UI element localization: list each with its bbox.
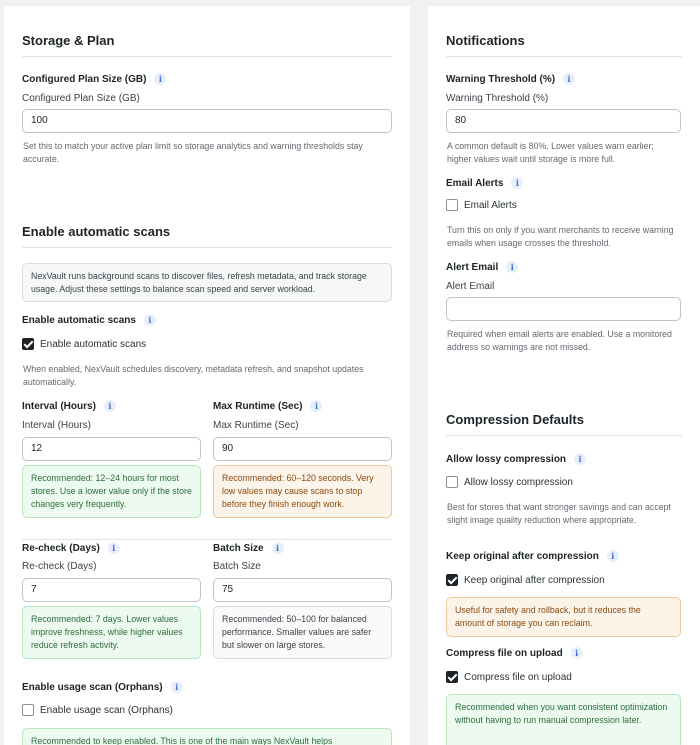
interval-input[interactable]: 12 (22, 437, 201, 461)
info-icon[interactable]: i (154, 73, 166, 85)
lossy-help: Best for stores that want stronger savings and can accept slight image quality reduction where appropriate. (447, 502, 671, 525)
checkbox-unchecked-icon[interactable] (446, 476, 458, 488)
divider (22, 247, 392, 248)
info-icon[interactable]: i (144, 314, 156, 326)
compression-section-title: Compression Defaults (446, 412, 584, 427)
info-icon[interactable]: i (574, 453, 586, 465)
plan-size-sublabel: Configured Plan Size (GB) (22, 93, 140, 104)
recheck-input[interactable]: 7 (22, 578, 201, 602)
divider (446, 435, 682, 436)
email-alerts-checkbox-row[interactable]: Email Alerts (446, 199, 517, 211)
threshold-input[interactable]: 80 (446, 109, 681, 133)
threshold-sublabel: Warning Threshold (%) (446, 93, 549, 104)
divider (22, 539, 392, 540)
plan-size-help: Set this to match your active plan limit so storage analytics and warning thresholds stay accurate. (23, 141, 363, 164)
lossy-checkbox-row[interactable]: Allow lossy compression (446, 476, 573, 488)
batch-input[interactable]: 75 (213, 578, 392, 602)
auto-scans-checkbox-row[interactable]: Enable automatic scans (22, 338, 146, 350)
runtime-label: Max Runtime (Sec) i (213, 400, 322, 412)
checkbox-checked-icon[interactable] (446, 671, 458, 683)
info-icon[interactable]: i (511, 177, 523, 189)
info-icon[interactable]: i (272, 542, 284, 554)
left-settings-panel (4, 6, 410, 745)
interval-label: Interval (Hours) i (22, 400, 116, 412)
alert-email-sublabel: Alert Email (446, 281, 495, 292)
email-alerts-label: Email Alerts i (446, 177, 523, 189)
keep-original-label: Keep original after compression i (446, 550, 619, 562)
info-icon[interactable]: i (108, 542, 120, 554)
email-alerts-help: Turn this on only if you want merchants to receive warning emails when usage crosses the threshold. (447, 225, 674, 248)
storage-section-title: Storage & Plan (22, 33, 115, 48)
upload-compress-label: Compress file on upload i (446, 647, 583, 659)
runtime-input[interactable]: 90 (213, 437, 392, 461)
plan-size-label: Configured Plan Size (GB) i (22, 73, 166, 85)
keep-original-checkbox-row[interactable]: Keep original after compression (446, 574, 605, 586)
batch-sublabel: Batch Size (213, 561, 261, 572)
batch-recommendation: Recommended: 50–100 for balanced performance. Smaller values are safer but slower on large stores. (213, 606, 392, 659)
notifications-section-title: Notifications (446, 33, 525, 48)
plan-size-input[interactable]: 100 (22, 109, 392, 133)
checkbox-checked-icon[interactable] (446, 574, 458, 586)
recheck-label: Re-check (Days) i (22, 542, 120, 554)
info-icon[interactable]: i (571, 647, 583, 659)
right-settings-panel (428, 6, 700, 745)
orphans-checkbox-row[interactable]: Enable usage scan (Orphans) (22, 704, 173, 716)
info-icon[interactable]: i (310, 400, 322, 412)
runtime-sublabel: Max Runtime (Sec) (213, 420, 299, 431)
alert-email-label: Alert Email i (446, 261, 518, 273)
scans-section-title: Enable automatic scans (22, 224, 171, 239)
checkbox-unchecked-icon[interactable] (22, 704, 34, 716)
upload-compress-recommendation: Recommended when you want consistent optimization without having to run manual compression later. (446, 694, 681, 745)
alert-email-help: Required when email alerts are enabled. Use a monitored address so warnings are not missed. (447, 329, 672, 352)
orphans-label: Enable usage scan (Orphans) i (22, 681, 183, 693)
keep-original-warning: Useful for safety and rollback, but it reduces the amount of storage you can reclaim. (446, 597, 681, 637)
auto-scans-help: When enabled, NexVault schedules discovery, metadata refresh, and snapshot updates automatically. (23, 364, 364, 387)
auto-scans-label: Enable automatic scans i (22, 314, 156, 326)
runtime-warning: Recommended: 60–120 seconds. Very low values may cause scans to stop before they finish enough work. (213, 465, 392, 518)
lossy-label: Allow lossy compression i (446, 453, 586, 465)
alert-email-input[interactable] (446, 297, 681, 321)
info-icon[interactable]: i (607, 550, 619, 562)
upload-compress-checkbox-row[interactable]: Compress file on upload (446, 671, 572, 683)
threshold-help: A common default is 80%. Lower values warn earlier; higher values wait until storage is more full. (447, 141, 654, 164)
scans-intro-box: NexVault runs background scans to discover files, refresh metadata, and track storage usage. Adjust these settings to balance scan speed and server workload. (22, 263, 392, 302)
threshold-label: Warning Threshold (%) i (446, 73, 575, 85)
checkbox-checked-icon[interactable] (22, 338, 34, 350)
divider (22, 56, 392, 57)
interval-recommendation: Recommended: 12–24 hours for most stores. Use a lower value only if the store changes very frequently. (22, 465, 201, 518)
info-icon[interactable]: i (506, 261, 518, 273)
batch-label: Batch Size i (213, 542, 284, 554)
info-icon[interactable]: i (171, 681, 183, 693)
divider (446, 56, 682, 57)
interval-sublabel: Interval (Hours) (22, 420, 91, 431)
info-icon[interactable]: i (563, 73, 575, 85)
recheck-sublabel: Re-check (Days) (22, 561, 97, 572)
info-icon[interactable]: i (104, 400, 116, 412)
recheck-recommendation: Recommended: 7 days. Lower values improve freshness, while higher values reduce refresh activity. (22, 606, 201, 659)
checkbox-unchecked-icon[interactable] (446, 199, 458, 211)
orphans-recommendation: Recommended to keep enabled. This is one of the main ways NexVault helps (22, 728, 392, 745)
